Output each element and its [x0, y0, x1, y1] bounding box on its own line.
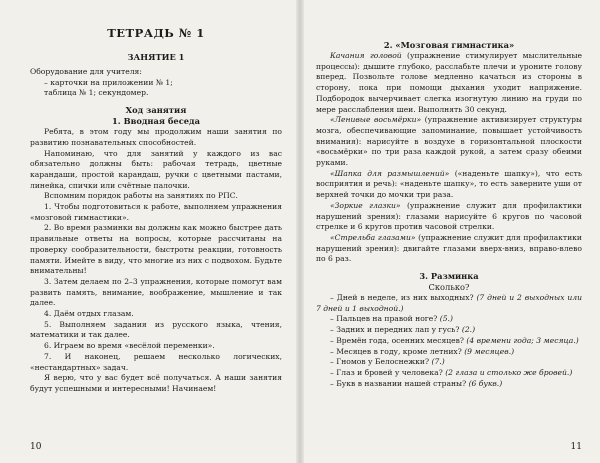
question-1-text: – Дней в неделе, из них выходных?: [330, 293, 477, 303]
question-6: [316, 357, 582, 368]
question-4-text: – Времён года, осенних месяцев?: [330, 335, 467, 345]
paragraph-6: 3. Затем делаем по 2–3 упражнения, которые помогут вам развить память, внимание, воображение, мышление и так далее.: [30, 276, 282, 308]
answer-2: (5.): [439, 314, 453, 324]
gym-exercise-2: [316, 115, 582, 169]
question-5-text: – Месяцев в году, кроме летних?: [330, 346, 465, 356]
question-2-text: – Пальцев на правой ноге?: [330, 314, 440, 324]
section-heading: Ход занятия: [125, 105, 187, 116]
equipment-line-2: таблица № 1; секундомер.: [44, 88, 149, 98]
question-7: [316, 368, 582, 379]
paragraph-10: 7. И наконец, решаем несколько логических, «нестандартных» задач.: [30, 351, 282, 372]
gym-exercise-3: [316, 169, 582, 201]
paragraph-1: Ребята, в этом году мы продолжим наши занятия по развитию познавательных способностей.: [30, 127, 282, 147]
left-page: [0, 0, 296, 463]
gym-exercise-3-text: («наденьте шапку»), что есть восприятия и речь): «наденьте шапку», то есть заверните уши от верхней точки до мочки три раза.: [316, 168, 582, 200]
paragraph-4: 1. Чтобы подготовиться к работе, выполняем упражнения «мозговой гимнастики».: [30, 202, 282, 222]
answer-5: (9 месяцев.): [464, 346, 515, 356]
question-3-text: – Задних и передних лап у гусь?: [330, 325, 462, 335]
answer-6: (7.): [431, 357, 445, 367]
gym-exercise-5: [316, 233, 582, 265]
question-3: [316, 325, 582, 336]
question-6-text: – Гномов у Белоснежки?: [330, 357, 432, 367]
warmup-heading: 3. Разминка: [419, 271, 479, 282]
gym-exercise-1-name: Качания головой: [330, 51, 402, 60]
paragraph-8: 5. Выполняем задания из русского языка, чтения, математики и так далее.: [30, 319, 282, 340]
answer-7: (2 глаза и столько же бровей.): [445, 367, 573, 377]
answer-4: (4 времени года; 3 месяца.): [466, 335, 579, 345]
question-2: [316, 314, 582, 325]
gym-exercise-2-text: (упражнение активизирует структуры мозга, обеспечивающие запоминание, повышает устойчивость внимания): нарисуйте в воздухе в горизонтальной плоскости «восьмёрки» по три раза каждой рукой, а затем сразу обеими руками.: [316, 115, 583, 168]
lesson-heading: ЗАНЯТИЕ 1: [127, 52, 185, 62]
question-1: [316, 293, 582, 314]
gym-exercise-5-text: (упражнение служит для профилактики нарушений зрения): двигайте глазами вверх-вниз, вправо-влево по 6 раз.: [316, 232, 582, 264]
book-gutter: [296, 0, 304, 463]
gym-exercise-5-name: «Стрельба глазами»: [330, 232, 416, 242]
gym-exercise-4-text: (упражнение служит для профилактики нарушений зрения): глазами нарисуйте 6 кругов по часовой стрелке и 6 кругов против часовой стрелки.: [316, 200, 582, 232]
paragraph-5: 2. Во время разминки вы должны как можно быстрее дать правильные ответы на вопросы, которые рассчитаны на проверку сообразительности, быстроты реакции, готовность памяти. Имейте в виду, что многие из них с подвохом. Будьте внимательны!: [30, 223, 282, 276]
paragraph-11: Я верю, что у вас будет всё получаться. А наши занятия будут успешными и интересными! Начинаем!: [30, 373, 282, 393]
answer-8: (6 букв.): [468, 378, 503, 388]
gymnastics-heading: 2. «Мозговая гимнастика»: [383, 40, 515, 50]
paragraph-3: Вспомним порядок работы на занятиях по РПС.: [44, 191, 238, 201]
answer-1: (7 дней и 2 выходных или 7 дней и 1 выходной.): [316, 293, 582, 313]
equipment-label: Оборудование для учителя:: [30, 67, 142, 76]
notebook-title: ТЕТРАДЬ № 1: [107, 26, 205, 40]
gym-exercise-3-name: «Шапка для размышлений»: [330, 168, 450, 178]
question-5: [316, 347, 582, 358]
gym-exercise-2-name: «Ленивые восьмёрки»: [330, 115, 422, 125]
gym-exercise-1: [316, 51, 582, 115]
gym-exercise-1-text: (упражнение стимулирует мыслительные процессы): дышите глубоко, расслабьте плечи и уроните голову вперед. Позвольте голове медленно качаться из стороны в сторону, пока при помощи дыхания уходит напряжение. Подбородок вычерчивает слегка изогнутую линию на груди по мере расслабления шеи. Выполнять 30 секунд.: [316, 51, 582, 114]
gym-exercise-4: [316, 201, 582, 233]
question-4: [316, 336, 582, 347]
subsection-heading: 1. Вводная беседа: [112, 116, 200, 127]
paragraph-7: 4. Даём отдых глазам.: [44, 309, 134, 319]
page-number-left: 10: [30, 442, 42, 453]
question-8: [316, 379, 582, 390]
question-7-text: – Глаз и бровей у человека?: [330, 367, 446, 377]
paragraph-2: Напоминаю, что для занятий у каждого из вас обязательно должны быть: рабочая тетрадь, цветные карандаши, простой карандаш, ручки с цветными пастами, линейка, спички или счётные палочки.: [30, 148, 282, 190]
how-many-heading: Сколько?: [428, 282, 470, 293]
equipment-line-1: – карточки на приложении № 1;: [44, 77, 173, 87]
gym-exercise-4-name: «Зоркие глазки»: [330, 200, 401, 210]
answer-3: (2.): [461, 325, 476, 335]
question-8-text: – Букв в названии нашей страны?: [330, 378, 469, 388]
paragraph-9: 6. Играем во время «весёлой переменки».: [44, 341, 215, 351]
page-number-right: 11: [570, 442, 582, 453]
right-page: [304, 0, 600, 463]
